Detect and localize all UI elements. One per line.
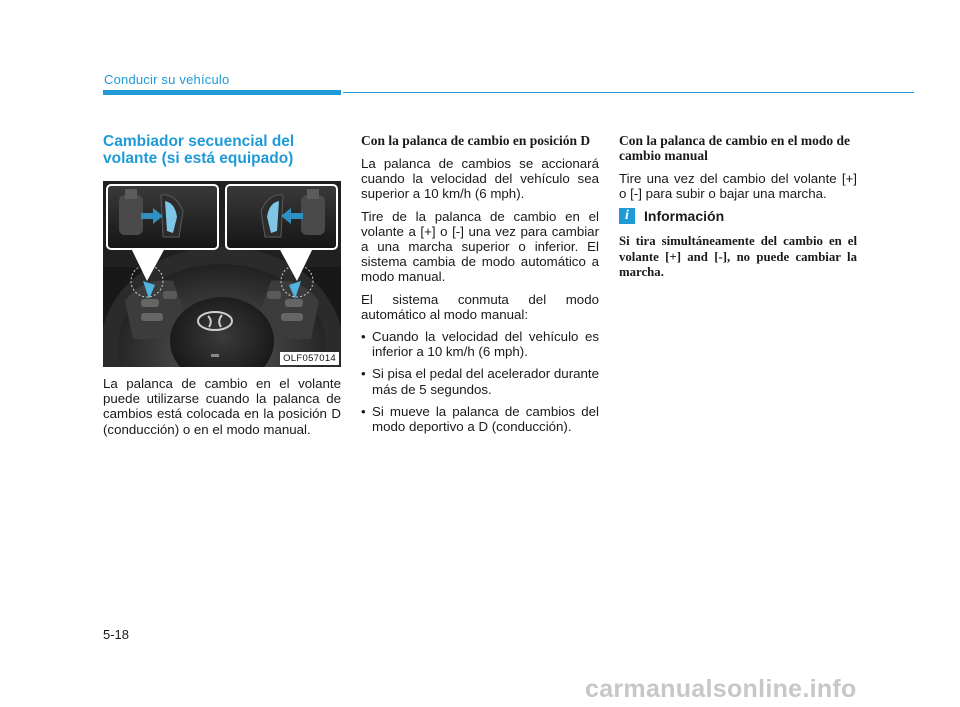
paragraph-switch-conditions: El sistema conmuta del modo automático al modo manual:: [361, 291, 599, 322]
column-middle: [361, 133, 599, 441]
list-item-text: Si mueve la palanca de cambios del modo deportivo a D (conducción).: [372, 403, 599, 435]
list-item: [361, 404, 599, 434]
bullet-marker: •: [361, 366, 366, 382]
photo-reference-code: OLF057014: [280, 352, 339, 365]
column-left: [103, 133, 341, 444]
paragraph-shift-manual: Tire de la palanca de cambio en el volante a [+] o [-] una vez para cambiar a una marcha superior o inferior. El sistema cambia de modo automático a modo manual.: [361, 208, 599, 285]
steering-wheel-illustration: [103, 181, 341, 367]
list-item: [361, 366, 599, 396]
header-rule-line: [343, 92, 914, 93]
info-icon: i: [619, 208, 635, 224]
heading-manual-mode: Con la palanca de cambio en el modo de cambio manual: [619, 133, 851, 163]
info-text: Si tira simultáneamente del cambio en el volante [+] and [-], no puede cambiar la marcha.: [619, 234, 857, 279]
page-number: 5-18: [103, 627, 130, 642]
header-accent-bar: [103, 90, 341, 95]
bullet-marker: •: [361, 403, 366, 419]
section-header-title: Conducir su vehículo: [104, 72, 230, 87]
bullet-marker: •: [361, 329, 366, 345]
steering-wheel-paddle-photo: [103, 181, 341, 367]
heading-position-d: Con la palanca de cambio en posición D: [361, 133, 591, 148]
info-title: Información: [644, 208, 725, 225]
paragraph-paddle-usage: La palanca de cambio en el volante puede utilizarse cuando la palanca de cambios está colocada en la posición D (conducción) o en el modo manual.: [103, 376, 341, 437]
list-item-text: Cuando la velocidad del vehículo es inferior a 10 km/h (6 mph).: [372, 329, 599, 360]
paragraph-activation-speed: La palanca de cambios se accionará cuando la velocidad del vehículo sea superior a 10 km/h (6 mph).: [361, 156, 599, 202]
site-watermark: carmanualsonline.info: [585, 675, 857, 703]
list-item-text: Si pisa el pedal del acelerador durante más de 5 segundos.: [372, 366, 599, 397]
list-item: [361, 329, 599, 359]
paragraph-manual-shift: Tire una vez del cambio del volante [+] o [-] para subir o bajar una marcha.: [619, 171, 857, 202]
condition-list: [361, 329, 599, 434]
column-right: [619, 133, 857, 280]
section-heading-paddle-shifter: Cambiador secuencial del volante (si está equipado): [103, 133, 295, 167]
info-box-header: [619, 208, 857, 224]
